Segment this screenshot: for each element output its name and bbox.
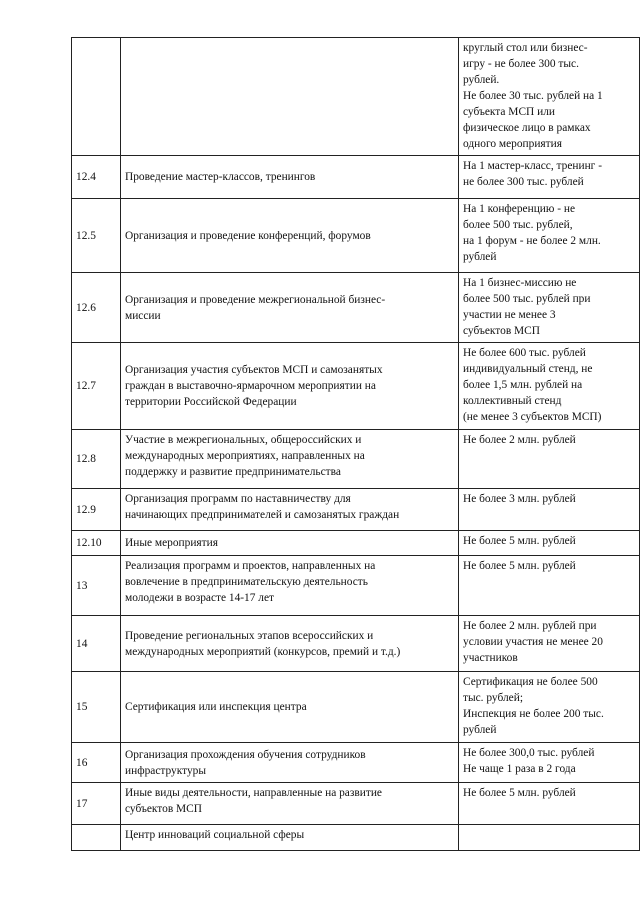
amount-line: субъекта МСП или <box>463 106 555 118</box>
table-row <box>72 616 640 672</box>
name-line: Центр инноваций социальной сферы <box>125 829 305 841</box>
table-row <box>72 531 640 556</box>
amount-limit <box>459 743 640 783</box>
amount-line: игру - не более 300 тыс. <box>463 58 579 70</box>
row-number: 12.10 <box>72 531 121 556</box>
table-row <box>72 783 640 825</box>
row-number: 13 <box>72 556 121 616</box>
table-row <box>72 273 640 343</box>
amount-line: Не более 30 тыс. рублей на 1 <box>463 90 603 102</box>
row-number: 12.6 <box>72 273 121 343</box>
amount-line: на 1 форум - не более 2 млн. <box>463 235 601 247</box>
table-row <box>72 38 640 156</box>
row-number: 17 <box>72 783 121 825</box>
support-measures-table <box>71 37 640 851</box>
row-number: 15 <box>72 672 121 743</box>
table-row <box>72 556 640 616</box>
amount-line: Не более 5 млн. рублей <box>463 535 576 547</box>
name-line: граждан в выставочно-ярмарочном мероприятии на <box>125 380 376 392</box>
row-number: 12.7 <box>72 343 121 430</box>
name-line: Организация программ по наставничеству для <box>125 493 351 505</box>
amount-line: Не более 600 тыс. рублей <box>463 347 586 359</box>
amount-line: рублей. <box>463 74 500 86</box>
amount-line: рублей <box>463 724 497 736</box>
table-row <box>72 156 640 199</box>
amount-line: участии не менее 3 <box>463 309 556 321</box>
row-number: 16 <box>72 743 121 783</box>
measure-name <box>121 616 459 672</box>
row-number <box>72 825 121 851</box>
name-line: Проведение региональных этапов всероссийских и <box>125 629 374 642</box>
name-line: Сертификация или инспекция центра <box>125 701 307 713</box>
amount-limit <box>459 531 640 556</box>
name-line: международных мероприятий (конкурсов, премий и т.д.) <box>125 645 401 658</box>
row-number: 12.4 <box>72 156 121 199</box>
amount-limit <box>459 556 640 616</box>
amount-line: рублей <box>463 251 497 263</box>
name-line: Реализация программ и проектов, направленных на <box>125 560 376 572</box>
name-line: вовлечение в предпринимательскую деятельность <box>125 576 368 588</box>
amount-line: одного мероприятия <box>463 138 562 150</box>
amount-line: более 500 тыс. рублей, <box>463 219 573 231</box>
table-row <box>72 743 640 783</box>
name-line: территории Российской Федерации <box>125 396 297 408</box>
row-number: 12.8 <box>72 430 121 489</box>
row-number: 14 <box>72 616 121 672</box>
name-line: международных мероприятиях, направленных на <box>125 450 365 462</box>
measure-name <box>121 672 459 743</box>
row-number: 12.9 <box>72 489 121 531</box>
name-line: Организация и проведение конференций, форумов <box>125 229 371 242</box>
name-line: миссии <box>125 309 161 322</box>
amount-line: Не более 5 млн. рублей <box>463 560 576 572</box>
name-line: поддержку и развитие предпринимательства <box>125 466 341 478</box>
amount-limit <box>459 156 640 199</box>
name-line: Организация и проведение межрегиональной бизнес- <box>125 293 386 306</box>
amount-line: Не чаще 1 раза в 2 года <box>463 763 576 775</box>
name-line: Организация прохождения обучения сотрудников <box>125 748 366 761</box>
measure-name <box>121 273 459 343</box>
measure-name <box>121 783 459 825</box>
amount-limit <box>459 273 640 343</box>
row-number <box>72 38 121 156</box>
name-line: Участие в межрегиональных, общероссийских и <box>125 434 362 446</box>
amount-line: Не более 3 млн. рублей <box>463 493 576 505</box>
amount-limit <box>459 616 640 672</box>
measure-name <box>121 156 459 199</box>
name-line: субъектов МСП <box>125 803 202 815</box>
table-row <box>72 199 640 273</box>
amount-line: не более 300 тыс. рублей <box>463 176 584 188</box>
table-row <box>72 489 640 531</box>
amount-line: условии участия не менее 20 <box>463 636 603 648</box>
amount-line: более 1,5 млн. рублей на <box>463 379 583 391</box>
amount-line: коллективный стенд <box>463 395 562 407</box>
amount-limit <box>459 489 640 531</box>
measure-name <box>121 343 459 430</box>
amount-line: индивидуальный стенд, не <box>463 363 593 375</box>
measure-name <box>121 489 459 531</box>
measure-name <box>121 531 459 556</box>
amount-limit <box>459 672 640 743</box>
amount-line: круглый стол или бизнес- <box>463 42 588 54</box>
amount-line: Не более 2 млн. рублей при <box>463 620 597 632</box>
amount-line: субъектов МСП <box>463 325 540 337</box>
amount-limit <box>459 783 640 825</box>
measure-name <box>121 743 459 783</box>
row-number: 12.5 <box>72 199 121 273</box>
amount-line: (не менее 3 субъектов МСП) <box>463 411 602 423</box>
amount-limit <box>459 430 640 489</box>
measure-name <box>121 199 459 273</box>
amount-limit <box>459 199 640 273</box>
name-line: начинающих предпринимателей и самозанятых граждан <box>125 509 400 521</box>
name-line: Иные мероприятия <box>125 537 218 549</box>
amount-line: более 500 тыс. рублей при <box>463 293 591 305</box>
amount-line: Не более 300,0 тыс. рублей <box>463 747 595 759</box>
amount-line: На 1 мастер-класс, тренинг - <box>463 160 602 172</box>
amount-line: Не более 2 млн. рублей <box>463 434 576 446</box>
amount-line: Не более 5 млн. рублей <box>463 787 576 799</box>
name-line: Организация участия субъектов МСП и самозанятых <box>125 364 383 376</box>
name-line: Проведение мастер-классов, тренингов <box>125 171 316 183</box>
amount-line: На 1 бизнес-миссию не <box>463 277 577 289</box>
measure-name <box>121 38 459 156</box>
amount-line: тыс. рублей; <box>463 692 523 704</box>
name-line: Иные виды деятельности, направленные на развитие <box>125 787 382 799</box>
amount-line: Инспекция не более 200 тыс. <box>463 708 604 720</box>
measure-name <box>121 825 459 851</box>
amount-limit <box>459 38 640 156</box>
table-row <box>72 343 640 430</box>
name-line: молодежи в возрасте 14-17 лет <box>125 592 275 604</box>
amount-limit <box>459 825 640 851</box>
amount-line: физическое лицо в рамках <box>463 122 591 134</box>
table-row <box>72 430 640 489</box>
table-row <box>72 825 640 851</box>
amount-limit <box>459 343 640 430</box>
table-row <box>72 672 640 743</box>
amount-line: Сертификация не более 500 <box>463 676 598 688</box>
amount-line: На 1 конференцию - не <box>463 203 576 215</box>
amount-line: участников <box>463 652 518 664</box>
measure-name <box>121 556 459 616</box>
name-line: инфраструктуры <box>125 764 206 777</box>
measure-name <box>121 430 459 489</box>
